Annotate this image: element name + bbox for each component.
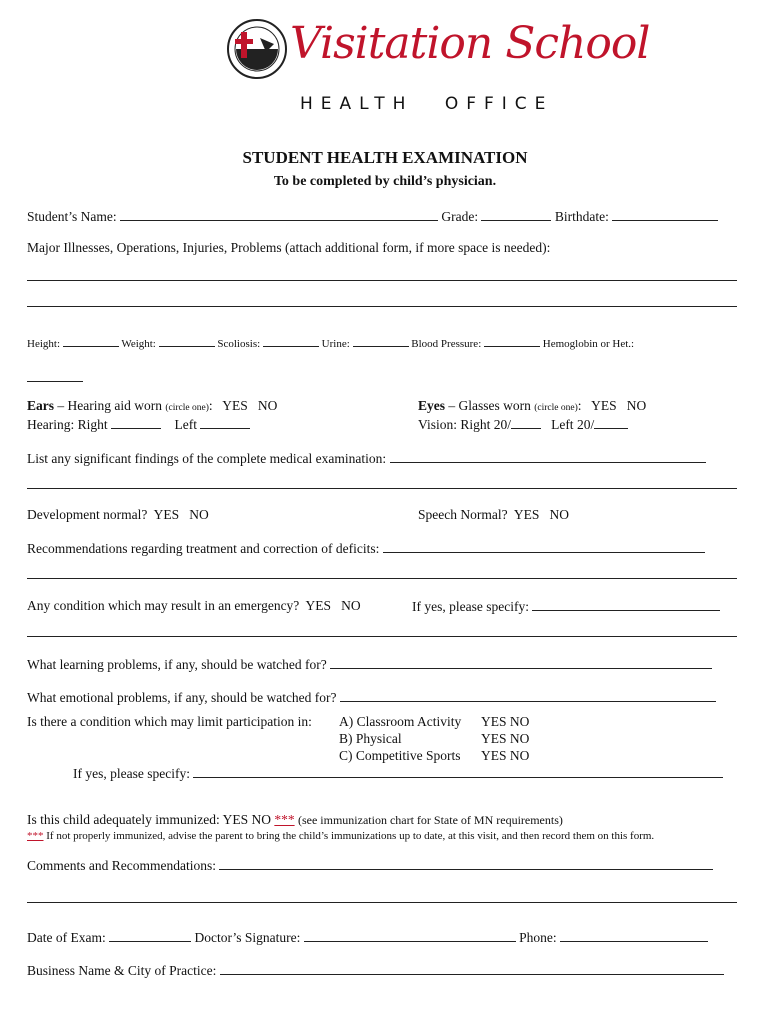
eyes-heading: Eyes — [418, 398, 445, 413]
weight-label: Weight: — [121, 338, 156, 350]
school-seal-logo — [226, 18, 288, 80]
hearing-right-field[interactable] — [111, 416, 161, 429]
birthdate-field[interactable] — [612, 208, 718, 221]
urine-label: Urine: — [321, 338, 350, 350]
student-info-row — [27, 208, 718, 225]
date-of-exam-field[interactable] — [109, 929, 191, 942]
vision-right-label: Vision: Right 20/ — [418, 417, 511, 432]
health-office-heading: HEALTH OFFICE — [300, 94, 554, 114]
ears-heading: Ears — [27, 398, 54, 413]
findings-row — [27, 450, 706, 467]
emergency-question[interactable]: Any condition which may result in an emergency? YES NO — [27, 598, 361, 613]
grade-label: Grade: — [441, 209, 479, 224]
emotional-row — [27, 689, 716, 706]
doctor-signature-label: Doctor’s Signature: — [194, 930, 301, 945]
phone-field[interactable] — [560, 929, 708, 942]
birthdate-label: Birthdate: — [554, 209, 609, 224]
findings-line-2[interactable] — [27, 488, 737, 489]
vision-left-label: Left 20/ — [551, 417, 595, 432]
participation-option-b: B) Physical — [339, 731, 402, 746]
participation-specify-field[interactable] — [193, 765, 723, 778]
eyes-circle-note: (circle one) — [534, 403, 578, 413]
blood-pressure-label: Blood Pressure: — [411, 338, 482, 350]
comments-label: Comments and Recommendations: — [27, 858, 216, 873]
student-name-field[interactable] — [120, 208, 438, 221]
findings-label: List any significant findings of the complete medical examination: — [27, 451, 387, 466]
eyes-row — [418, 398, 646, 414]
immunization-row — [27, 812, 563, 828]
urine-field[interactable] — [353, 336, 409, 347]
participation-option-c: C) Competitive Sports — [339, 748, 461, 763]
participation-option-a-yesno[interactable]: YES NO — [481, 714, 530, 729]
vision-row — [418, 416, 628, 433]
learning-field[interactable] — [330, 656, 712, 669]
learning-row — [27, 656, 712, 673]
participation-label: Is there a condition which may limit participation in: — [27, 714, 312, 729]
vision-right-field[interactable] — [511, 416, 541, 429]
emotional-field[interactable] — [340, 689, 716, 702]
student-name-label: Student’s Name: — [27, 209, 117, 224]
emergency-specify-field[interactable] — [532, 598, 720, 611]
immunization-stars: *** — [274, 812, 295, 827]
emergency-line-2[interactable] — [27, 636, 737, 637]
major-illnesses-label: Major Illnesses, Operations, Injuries, Problems (attach additional form, if more space is needed): — [27, 240, 551, 255]
major-illnesses-line-2[interactable] — [27, 306, 737, 307]
date-of-exam-label: Date of Exam: — [27, 930, 106, 945]
eyes-yes-no[interactable]: : YES NO — [577, 398, 647, 413]
hearing-right-label: Hearing: Right — [27, 417, 108, 432]
height-label: Height: — [27, 338, 60, 350]
findings-field[interactable] — [390, 450, 706, 463]
hemoglobin-field[interactable] — [27, 381, 83, 382]
blood-pressure-field[interactable] — [484, 336, 540, 347]
signature-row — [27, 929, 708, 946]
major-illnesses-line-1[interactable] — [27, 280, 737, 281]
height-field[interactable] — [63, 336, 119, 347]
hearing-left-field[interactable] — [200, 416, 250, 429]
recommendations-row — [27, 540, 705, 557]
ears-yes-no[interactable]: : YES NO — [208, 398, 278, 413]
participation-option-a: A) Classroom Activity — [339, 714, 462, 729]
participation-option-c-yesno[interactable]: YES NO — [481, 748, 530, 763]
immunization-question[interactable]: Is this child adequately immunized: YES NO — [27, 812, 271, 827]
participation-option-b-yesno[interactable]: YES NO — [481, 731, 530, 746]
hearing-left-label: Left — [174, 417, 197, 432]
immunization-chart-note: (see immunization chart for State of MN requirements) — [297, 813, 563, 827]
scoliosis-label: Scoliosis: — [217, 338, 261, 350]
development-normal[interactable]: Development normal? YES NO — [27, 507, 209, 522]
recommendations-line-2[interactable] — [27, 578, 737, 579]
ears-row — [27, 398, 277, 414]
form-subtitle: To be completed by child’s physician. — [273, 174, 497, 189]
immunization-footnote-row — [27, 830, 654, 842]
ears-circle-note: (circle one) — [165, 403, 209, 413]
recommendations-label: Recommendations regarding treatment and correction of deficits: — [27, 541, 380, 556]
learning-label: What learning problems, if any, should be watched for? — [27, 657, 327, 672]
vitals-row — [27, 336, 634, 350]
form-title: STUDENT HEALTH EXAMINATION — [242, 148, 528, 167]
hearing-row — [27, 416, 250, 433]
hemoglobin-label: Hemoglobin or Het.: — [542, 338, 635, 350]
footnote-stars: *** — [27, 830, 44, 842]
comments-line-2[interactable] — [27, 902, 737, 903]
comments-row — [27, 857, 713, 874]
emergency-specify-row — [412, 598, 720, 615]
eyes-glasses-text: – Glasses worn — [445, 398, 535, 413]
speech-normal[interactable]: Speech Normal? YES NO — [418, 507, 569, 522]
scoliosis-field[interactable] — [263, 336, 319, 347]
comments-field[interactable] — [219, 857, 713, 870]
emotional-label: What emotional problems, if any, should be watched for? — [27, 690, 337, 705]
immunization-footnote: If not properly immunized, advise the parent to bring the child’s immunizations up to date, at this visit, and then record them on this form. — [46, 830, 655, 842]
weight-field[interactable] — [159, 336, 215, 347]
business-field[interactable] — [220, 962, 724, 975]
participation-specify-label: If yes, please specify: — [73, 766, 190, 781]
business-label: Business Name & City of Practice: — [27, 963, 217, 978]
ears-hearing-aid-text: – Hearing aid worn — [54, 398, 166, 413]
phone-label: Phone: — [519, 930, 557, 945]
emergency-specify-label: If yes, please specify: — [412, 599, 529, 614]
recommendations-field[interactable] — [383, 540, 705, 553]
grade-field[interactable] — [481, 208, 551, 221]
vision-left-field[interactable] — [594, 416, 628, 429]
business-row — [27, 962, 724, 979]
doctor-signature-field[interactable] — [304, 929, 516, 942]
participation-specify-row — [73, 765, 723, 782]
school-name: Visitation School — [290, 18, 650, 69]
